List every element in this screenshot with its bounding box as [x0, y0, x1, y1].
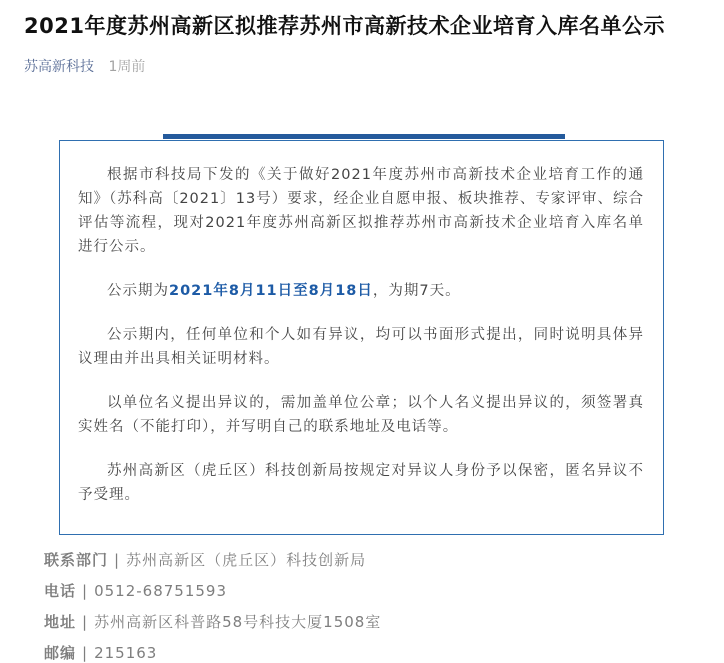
contact-separator: |	[82, 613, 89, 631]
contact-value: 苏州高新区科普路58号科技大厦1508室	[94, 613, 382, 631]
decorative-top-bar	[163, 134, 565, 139]
publish-time: 1周前	[108, 59, 146, 75]
contact-row-address	[44, 607, 381, 638]
contact-separator: |	[114, 551, 121, 569]
period-dates: 2021年8月11日至8月18日	[169, 283, 373, 299]
contact-separator: |	[82, 582, 89, 600]
contact-row-postcode	[44, 638, 381, 663]
contact-label: 地址	[44, 613, 77, 631]
author-link[interactable]: 苏高新科技	[24, 59, 94, 75]
notice-paragraph-period	[78, 279, 644, 303]
period-suffix: ，为期7天。	[372, 283, 461, 299]
contact-value: 215163	[94, 644, 158, 662]
article-title: 2021年度苏州高新区拟推荐苏州市高新技术企业培育入库名单公示	[24, 14, 665, 38]
contact-row-department	[44, 545, 381, 576]
notice-body	[78, 163, 644, 527]
contact-label: 电话	[44, 582, 77, 600]
contact-label: 邮编	[44, 644, 77, 662]
contact-row-phone	[44, 576, 381, 607]
notice-paragraph: 根据市科技局下发的《关于做好2021年度苏州市高新技术企业培育工作的通知》（苏科高〔2021〕13号）要求，经企业自愿申报、板块推荐、专家评审、综合评估等流程，现对2021年度苏州高新区拟推荐苏州市高新技术企业培育入库名单进行公示。	[78, 167, 644, 255]
notice-paragraph: 苏州高新区（虎丘区）科技创新局按规定对异议人身份予以保密，匿名异议不予受理。	[78, 463, 644, 503]
contact-info	[44, 545, 381, 663]
contact-label: 联系部门	[44, 551, 109, 569]
notice-paragraph: 公示期内，任何单位和个人如有异议，均可以书面形式提出，同时说明具体异议理由并出具相关证明材料。	[78, 327, 644, 367]
contact-separator: |	[82, 644, 89, 662]
contact-value[interactable]: 0512-68751593	[94, 582, 228, 600]
notice-paragraph: 以单位名义提出异议的，需加盖单位公章；以个人名义提出异议的，须签署真实姓名（不能打印），并写明自己的联系地址及电话等。	[78, 395, 644, 435]
contact-value: 苏州高新区（虎丘区）科技创新局	[126, 551, 367, 569]
period-prefix: 公示期为	[107, 283, 169, 299]
article-meta	[24, 56, 145, 76]
